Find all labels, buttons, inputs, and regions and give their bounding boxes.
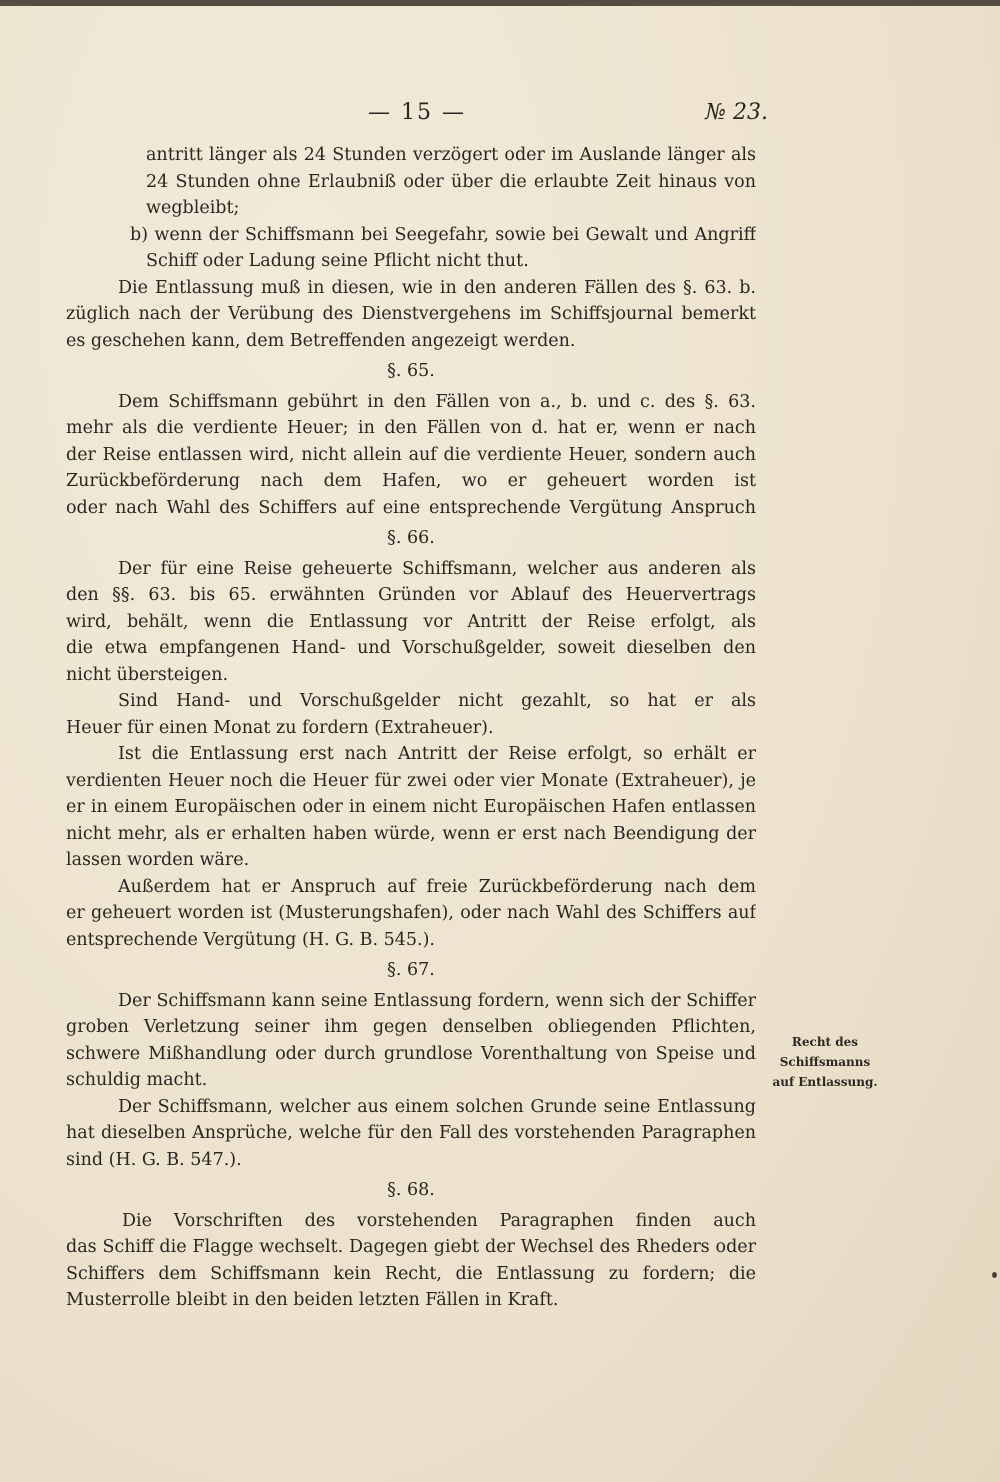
text-line: der Reise entlassen wird, nicht allein auf die verdiente Heuer, sondern auch [66,444,756,465]
text-line: Musterrolle bleibt in den beiden letzten Fällen in Kraft. [66,1290,559,1310]
text-line: sind (H. G. B. 547.). [66,1149,242,1170]
margin-note [770,1032,880,1092]
text-line: Der Schiffsmann kann seine Entlassung fordern, wenn sich der Schiffer [118,990,756,1011]
text-line: hat dieselben Ansprüche, welche für den Fall des vorstehenden Paragraphen [66,1123,756,1143]
text-line: 24 Stunden ohne Erlaubniß oder über die erlaubte Zeit hinaus von [146,171,756,192]
text-line: den §§. 63. bis 65. erwähnten Gründen vor Ablauf des Heuervertrags [66,585,756,605]
text-line: wegbleibt; [146,198,240,218]
text-line: Ist die Entlassung erst nach Antritt der Reise erfolgt, so erhält er [118,744,756,764]
section-heading: §. 66. [387,528,435,548]
margin-note-line: Schiffsmanns [779,1055,871,1069]
text-line: das Schiff die Flagge wechselt. Dagegen giebt der Wechsel des Rheders oder [66,1237,756,1257]
text-line: Dem Schiffsmann gebührt in den Fällen von a., b. und c. des §. 63. [118,391,756,412]
text-line: es geschehen kann, dem Betreffenden angezeigt werden. [66,330,576,351]
text-line: die etwa empfangenen Hand- und Vorschußgelder, soweit dieselben den [66,638,756,658]
text-line: groben Verletzung seiner ihm gegen denselben obliegenden Pflichten, [66,1017,756,1037]
text-line: Der Schiffsmann, welcher aus einem solchen Grunde seine Entlassung [118,1096,756,1117]
text-line: schwere Mißhandlung oder durch grundlose Vorenthaltung von Speise und [66,1043,756,1064]
text-line: er geheuert worden ist (Musterungshafen), oder nach Wahl des Schiffers auf [66,903,756,923]
section-heading: §. 68. [387,1180,435,1200]
text-line: verdienten Heuer noch die Heuer für zwei oder vier Monate (Extraheuer), je [66,770,756,791]
body-text [66,142,756,1314]
text-line: Sind Hand- und Vorschußgelder nicht gezahlt, so hat er als [118,691,756,711]
text-line: oder nach Wahl des Schiffers auf eine entsprechende Vergütung Anspruch [66,497,756,518]
page-header [368,100,768,136]
text-line: nicht mehr, als er erhalten haben würde, wenn er erst nach Beendigung der [66,823,756,844]
text-line: b) wenn der Schiffsmann bei Seegefahr, sowie bei Gewalt und Angriff [130,224,756,245]
text-line: Zurückbeförderung nach dem Hafen, wo er geheuert worden ist [66,471,756,491]
text-line: Außerdem hat er Anspruch auf freie Zurückbeförderung nach dem [118,876,756,897]
text-line: entsprechende Vergütung (H. G. B. 545.). [66,929,435,950]
scan-top-edge [0,0,1000,6]
margin-note-line: Recht des [791,1035,859,1049]
text-line: Schiffers dem Schiffsmann kein Recht, die Entlassung zu fordern; die [66,1263,756,1284]
text-line: schuldig macht. [66,1070,208,1090]
text-line: Die Vorschriften des vorstehenden Paragraphen finden auch [122,1210,756,1231]
text-line: Der für eine Reise geheuerte Schiffsmann, welcher aus anderen als [118,558,756,579]
text-line: züglich nach der Verübung des Dienstvergehens im Schiffsjournal bemerkt [66,304,756,324]
text-line: Schiff oder Ladung seine Pflicht nicht thut. [146,251,529,271]
paper-speck [992,1272,997,1278]
margin-note-line: auf Entlassung. [772,1075,878,1089]
text-line: nicht übersteigen. [66,664,229,685]
text-line: Die Entlassung muß in diesen, wie in den anderen Fällen des §. 63. b. [118,277,756,298]
document-number: № 23. [705,100,768,125]
text-line: er in einem Europäischen oder in einem nicht Europäischen Hafen entlassen [66,797,756,817]
text-line: antritt länger als 24 Stunden verzögert oder im Auslande länger als [146,145,756,165]
text-line: mehr als die verdiente Heuer; in den Fällen von d. hat er, wenn er nach [66,418,756,438]
section-heading: §. 65. [387,361,435,381]
text-line: lassen worden wäre. [66,850,250,870]
text-line: Heuer für einen Monat zu fordern (Extraheuer). [66,717,494,738]
text-line: wird, behält, wenn die Entlassung vor Antritt der Reise erfolgt, als [66,611,756,632]
section-heading: §. 67. [387,960,435,980]
page-number: — 15 — [368,100,466,125]
